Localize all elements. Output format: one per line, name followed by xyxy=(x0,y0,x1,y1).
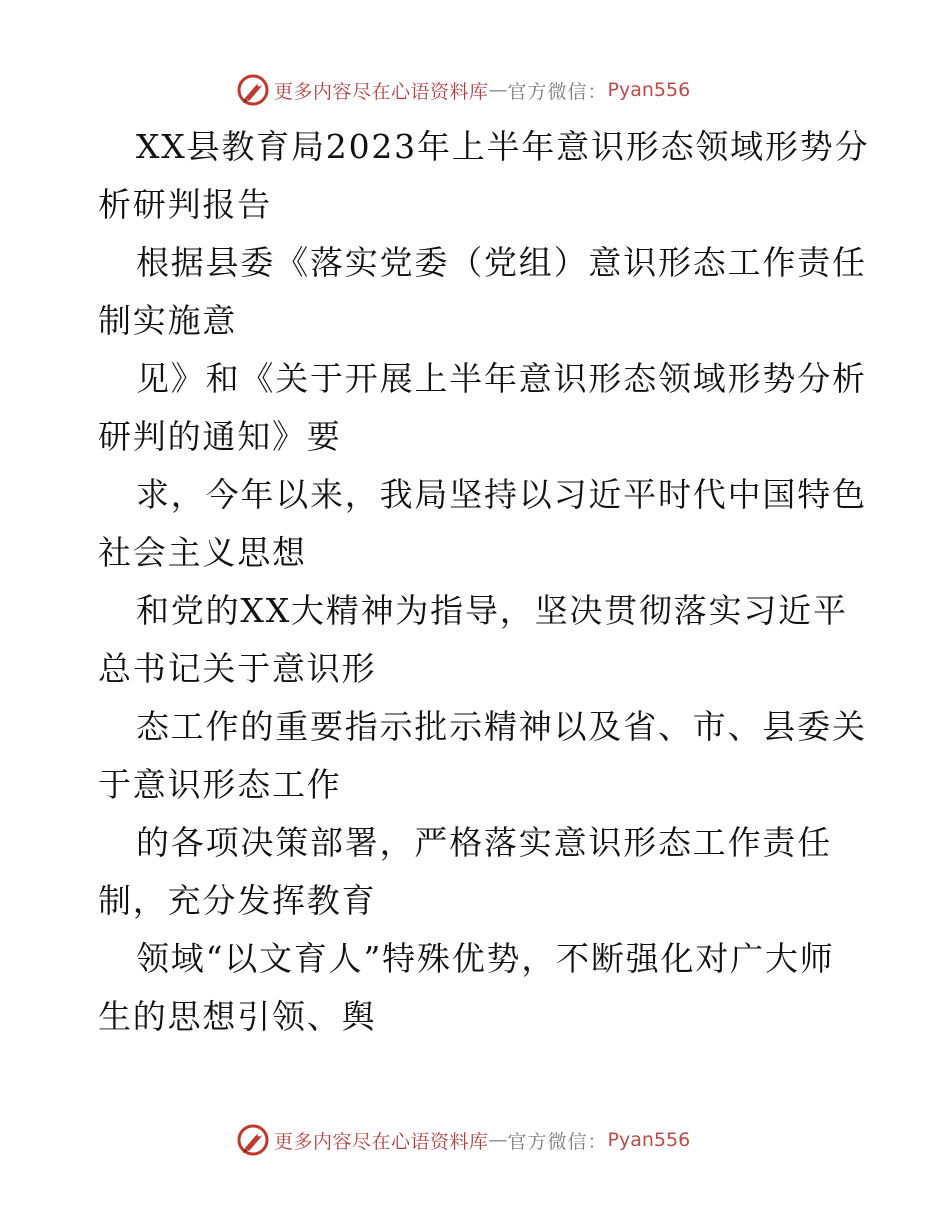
footer-watermark xyxy=(236,1122,690,1158)
body-line: 根据县委《落实党委（党组）意识形态工作责任 xyxy=(136,243,867,282)
pen-logo-icon xyxy=(236,73,270,107)
watermark-dash: — xyxy=(488,1129,508,1151)
title-line-2: 析研判报告 xyxy=(98,185,272,224)
body-line: 的各项决策部署，严格落实意识形态工作责任 xyxy=(136,823,832,862)
watermark-official-label: 官方微信： xyxy=(507,1130,608,1153)
pen-logo-icon xyxy=(236,1123,270,1157)
body-line: 见》和《关于开展上半年意识形态领域形势分析 xyxy=(136,359,867,398)
body-line: 于意识形态工作 xyxy=(98,765,342,804)
body-line: 制，充分发挥教育 xyxy=(98,881,377,920)
header-watermark xyxy=(236,72,690,108)
body-line: 生的思想引领、舆 xyxy=(98,997,377,1036)
watermark-dash: — xyxy=(488,79,508,101)
watermark-official-label: 官方微信： xyxy=(507,80,608,103)
body-line: 领域“以文育人”特殊优势，不断强化对广大师 xyxy=(136,939,835,978)
watermark-text: 更多内容尽在心语资料库 xyxy=(274,80,489,103)
watermark-wechat-id: Pyan556 xyxy=(607,1129,691,1151)
title-line-1: XX县教育局2023年上半年意识形态领域形势分 xyxy=(136,127,870,166)
body-line: 总书记关于意识形 xyxy=(98,649,377,688)
body-line: 和党的XX大精神为指导，坚决贯彻落实习近平 xyxy=(136,591,848,630)
watermark-wechat-id: Pyan556 xyxy=(607,79,691,101)
body-line: 求，今年以来，我局坚持以习近平时代中国特色 xyxy=(136,475,867,514)
watermark-text: 更多内容尽在心语资料库 xyxy=(274,1130,489,1153)
body-line: 制实施意 xyxy=(98,301,238,340)
body-line: 态工作的重要指示批示精神以及省、市、县委关 xyxy=(136,707,867,746)
document-body xyxy=(98,118,870,1046)
body-line: 社会主义思想 xyxy=(98,533,307,572)
body-line: 研判的通知》要 xyxy=(98,417,342,456)
